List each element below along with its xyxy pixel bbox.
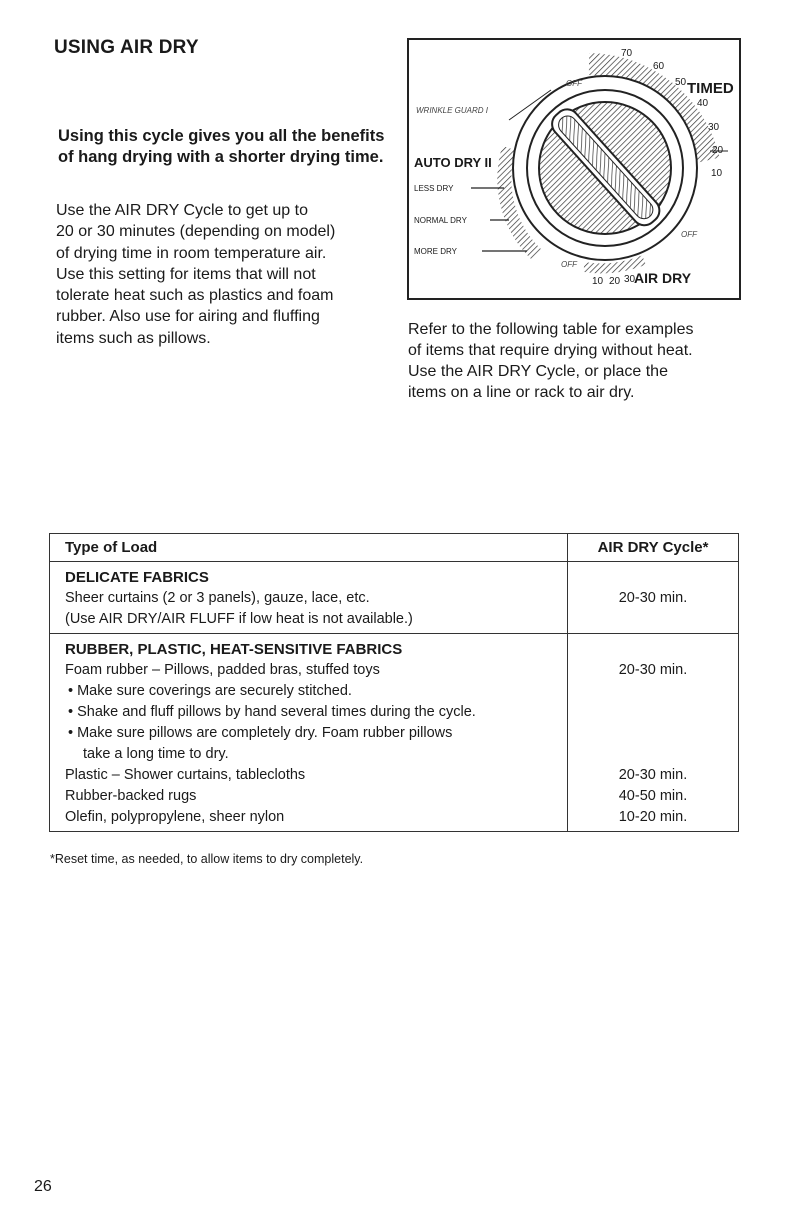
dryer-dial-figure <box>407 38 741 300</box>
timed-number: 20 <box>712 145 724 156</box>
more-dry-label: MORE DRY <box>414 247 457 256</box>
section-title: DELICATE FABRICS <box>65 569 209 586</box>
off-label: OFF <box>566 79 582 88</box>
off-label: OFF <box>681 230 697 239</box>
load-cell <box>50 634 568 832</box>
time-value: 10-20 min. <box>618 809 688 825</box>
load-line: Sheer curtains (2 or 3 panels), gauze, lace, etc. <box>65 590 370 606</box>
refer-line: Refer to the following table for examples <box>408 321 694 338</box>
air-dry-table <box>49 533 739 832</box>
time-value: 20-30 min. <box>618 662 688 678</box>
table-row <box>50 562 739 634</box>
air-dry-number: 20 <box>609 276 621 287</box>
body-line: items such as pillows. <box>56 329 211 347</box>
air-dry-number: 30 <box>624 274 636 285</box>
page-number: 26 <box>34 1178 52 1195</box>
air-dry-label: AIR DRY <box>634 270 692 286</box>
timed-label: TIMED <box>687 80 734 97</box>
timed-number: 50 <box>675 77 687 88</box>
time-value: 20-30 min. <box>618 767 688 783</box>
body-paragraph <box>56 200 401 349</box>
load-bullet: • Make sure coverings are securely stitched. <box>68 683 352 699</box>
body-line: tolerate heat such as plastics and foam <box>56 287 334 305</box>
table-header-row <box>50 534 739 562</box>
less-dry-label: LESS DRY <box>414 184 454 193</box>
load-line: Rubber-backed rugs <box>65 788 197 804</box>
load-cell <box>50 562 568 634</box>
footnote: *Reset time, as needed, to allow items to dry completely. <box>50 852 364 866</box>
timed-number: 40 <box>697 98 709 109</box>
page-heading: USING AIR DRY <box>54 37 199 58</box>
intro-text: Using this cycle gives you all the benefits of hang drying with a shorter drying time. <box>58 127 385 166</box>
refer-line: of items that require drying without heat. <box>408 342 693 359</box>
header-type-of-load: Type of Load <box>50 534 568 562</box>
load-line: Foam rubber – Pillows, padded bras, stuffed toys <box>65 662 380 678</box>
refer-line: items on a line or rack to air dry. <box>408 384 635 401</box>
time-cell <box>568 562 739 634</box>
timed-number: 60 <box>653 61 665 72</box>
body-line: rubber. Also use for airing and fluffing <box>56 308 320 326</box>
wrinkle-guard-label: WRINKLE GUARD I <box>416 106 489 115</box>
load-line: (Use AIR DRY/AIR FLUFF if low heat is not available.) <box>65 611 413 627</box>
load-line: Plastic – Shower curtains, tablecloths <box>65 767 306 783</box>
load-line: Olefin, polypropylene, sheer nylon <box>65 809 285 825</box>
table-row <box>50 634 739 832</box>
off-label: OFF <box>561 260 577 269</box>
time-value: 40-50 min. <box>618 788 688 804</box>
auto-dry-label: AUTO DRY II <box>414 155 492 170</box>
timed-number: 70 <box>621 48 633 59</box>
body-line: Use this setting for items that will not <box>56 265 316 283</box>
normal-dry-label: NORMAL DRY <box>414 216 467 225</box>
load-bullet: • Make sure pillows are completely dry. Foam rubber pillows <box>68 725 453 741</box>
body-line: 20 or 30 minutes (depending on model) <box>56 223 336 241</box>
load-bullet: • Shake and fluff pillows by hand several times during the cycle. <box>68 704 476 720</box>
header-air-dry-cycle: AIR DRY Cycle* <box>568 534 739 562</box>
timed-number: 10 <box>711 168 723 179</box>
section-title: RUBBER, PLASTIC, HEAT-SENSITIVE FABRICS <box>65 641 403 658</box>
air-dry-number: 10 <box>592 276 604 287</box>
timed-number: 30 <box>708 122 720 133</box>
time-value: 20-30 min. <box>618 590 688 606</box>
time-cell <box>568 634 739 832</box>
refer-line: Use the AIR DRY Cycle, or place the <box>408 363 668 380</box>
refer-paragraph <box>408 319 748 403</box>
body-line: of drying time in room temperature air. <box>56 244 327 262</box>
body-line: Use the AIR DRY Cycle to get up to <box>56 202 308 219</box>
load-bullet-continued: take a long time to dry. <box>83 746 229 762</box>
